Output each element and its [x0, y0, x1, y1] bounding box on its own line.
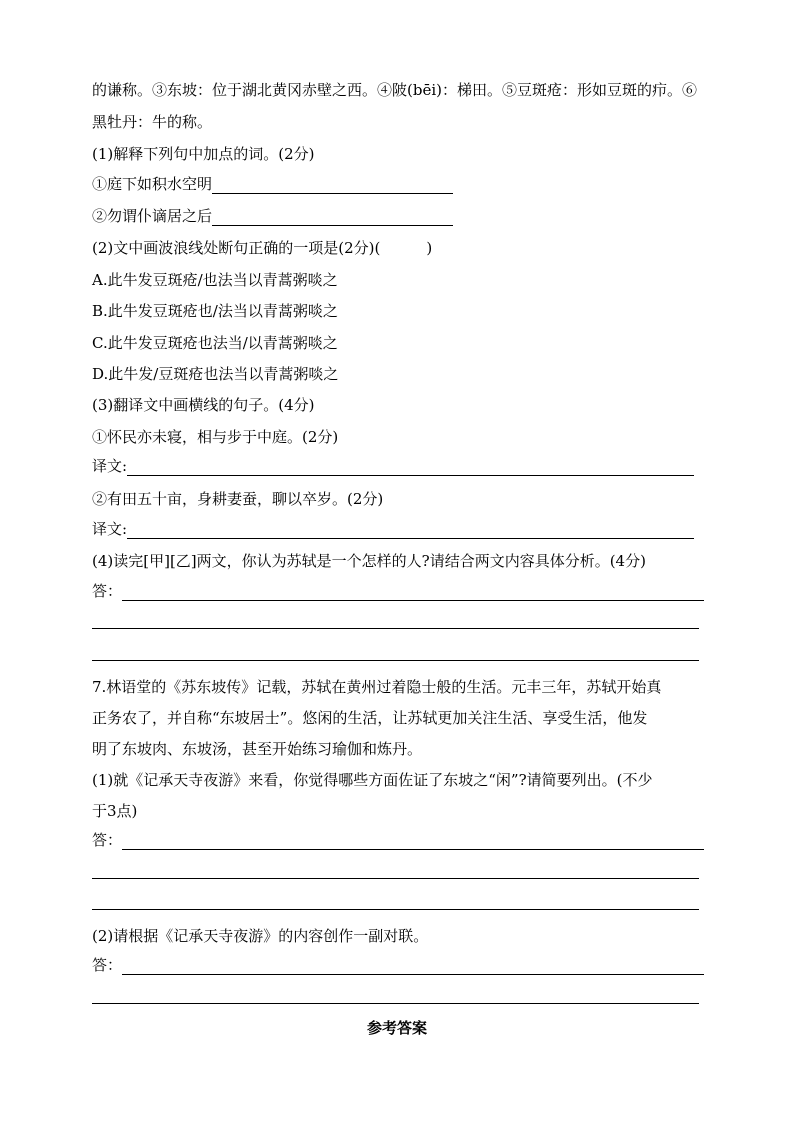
option-d: D.此牛发/豆斑疮也法当以青蒿粥啖之 — [92, 365, 339, 383]
question-1-item-2-text: ②勿谓仆谪居之后 — [92, 207, 213, 225]
annotation-line-1: 的谦称。③东坡：位于湖北黄冈赤壁之西。④陂(bēi)：梯田。⑤豆斑疮：形如豆斑的疖。⑥ — [92, 81, 697, 99]
translation-row-1 — [92, 456, 694, 476]
question-3-title: (3)翻译文中画横线的句子。(4分) — [92, 396, 315, 414]
answer-line[interactable] — [92, 660, 699, 661]
question-7-sub-1-line-1: (1)就《记承天寺夜游》来看，你觉得哪些方面佐证了东坡之“闲”?请简要列出。(不少 — [92, 771, 653, 789]
translation-row-2 — [92, 519, 694, 539]
question-7-sub-1-answer-row — [92, 830, 704, 850]
question-7-sub-2: (2)请根据《记承天寺夜游》的内容创作一副对联。 — [92, 927, 429, 945]
answer-blank[interactable] — [212, 176, 453, 194]
answer-label: 答： — [92, 831, 123, 849]
question-7-intro-line-2: 正务农了，并自称“东坡居士”。悠闲的生活，让苏轼更加关注生活、享受生活，他发 — [92, 709, 648, 727]
annotation-line-2: 黑牡丹：牛的称。 — [92, 113, 213, 131]
question-2-title — [92, 238, 432, 258]
question-1-item-2 — [92, 206, 453, 226]
answer-line[interactable] — [92, 628, 699, 629]
option-a: A.此牛发豆斑疮/也法当以青蒿粥啖之 — [92, 271, 338, 289]
answer-blank[interactable] — [127, 521, 694, 539]
question-7-sub-1-line-2: 于3点) — [92, 802, 138, 820]
question-7-intro-line-1: 7.林语堂的《苏东坡传》记载，苏轼在黄州过着隐士般的生活。元丰三年，苏轼开始真 — [92, 678, 662, 696]
question-2-close-paren: ) — [426, 239, 433, 257]
option-c: C.此牛发豆斑疮也法当/以青蒿粥啖之 — [92, 334, 338, 352]
question-3-sentence-2: ②有田五十亩，身耕妻蚕，聊以卒岁。(2分) — [92, 490, 384, 508]
answer-blank[interactable] — [127, 458, 694, 476]
answer-line[interactable] — [92, 878, 699, 879]
question-1-item-1 — [92, 174, 453, 194]
answer-blank[interactable] — [122, 957, 704, 975]
answer-blank[interactable] — [122, 832, 704, 850]
question-4-answer-row — [92, 581, 704, 601]
question-1-title: (1)解释下列句中加点的词。(2分) — [92, 145, 315, 163]
question-1-item-1-text: ①庭下如积水空明 — [92, 175, 213, 193]
reference-answer-heading: 参考答案 — [366, 1019, 427, 1037]
question-4-title: (4)读完[甲][乙]两文，你认为苏轼是一个怎样的人?请结合两文内容具体分析。(4分) — [92, 552, 646, 570]
translation-label: 译文: — [92, 457, 128, 475]
answer-label: 答： — [92, 582, 123, 600]
option-b: B.此牛发豆斑疮也/法当以青蒿粥啖之 — [92, 302, 338, 320]
answer-blank[interactable] — [122, 583, 704, 601]
answer-line[interactable] — [92, 909, 699, 910]
answer-line[interactable] — [92, 1003, 699, 1004]
question-2-title-text: (2)文中画波浪线处断句正确的一项是(2分)( — [92, 239, 381, 257]
answer-blank[interactable] — [212, 208, 453, 226]
question-3-sentence-1: ①怀民亦未寝，相与步于中庭。(2分) — [92, 428, 339, 446]
question-7-sub-2-answer-row — [92, 955, 704, 975]
translation-label: 译文: — [92, 520, 128, 538]
question-7-intro-line-3: 明了东坡肉、东坡汤，甚至开始练习瑜伽和炼丹。 — [92, 740, 423, 758]
answer-label: 答： — [92, 956, 123, 974]
